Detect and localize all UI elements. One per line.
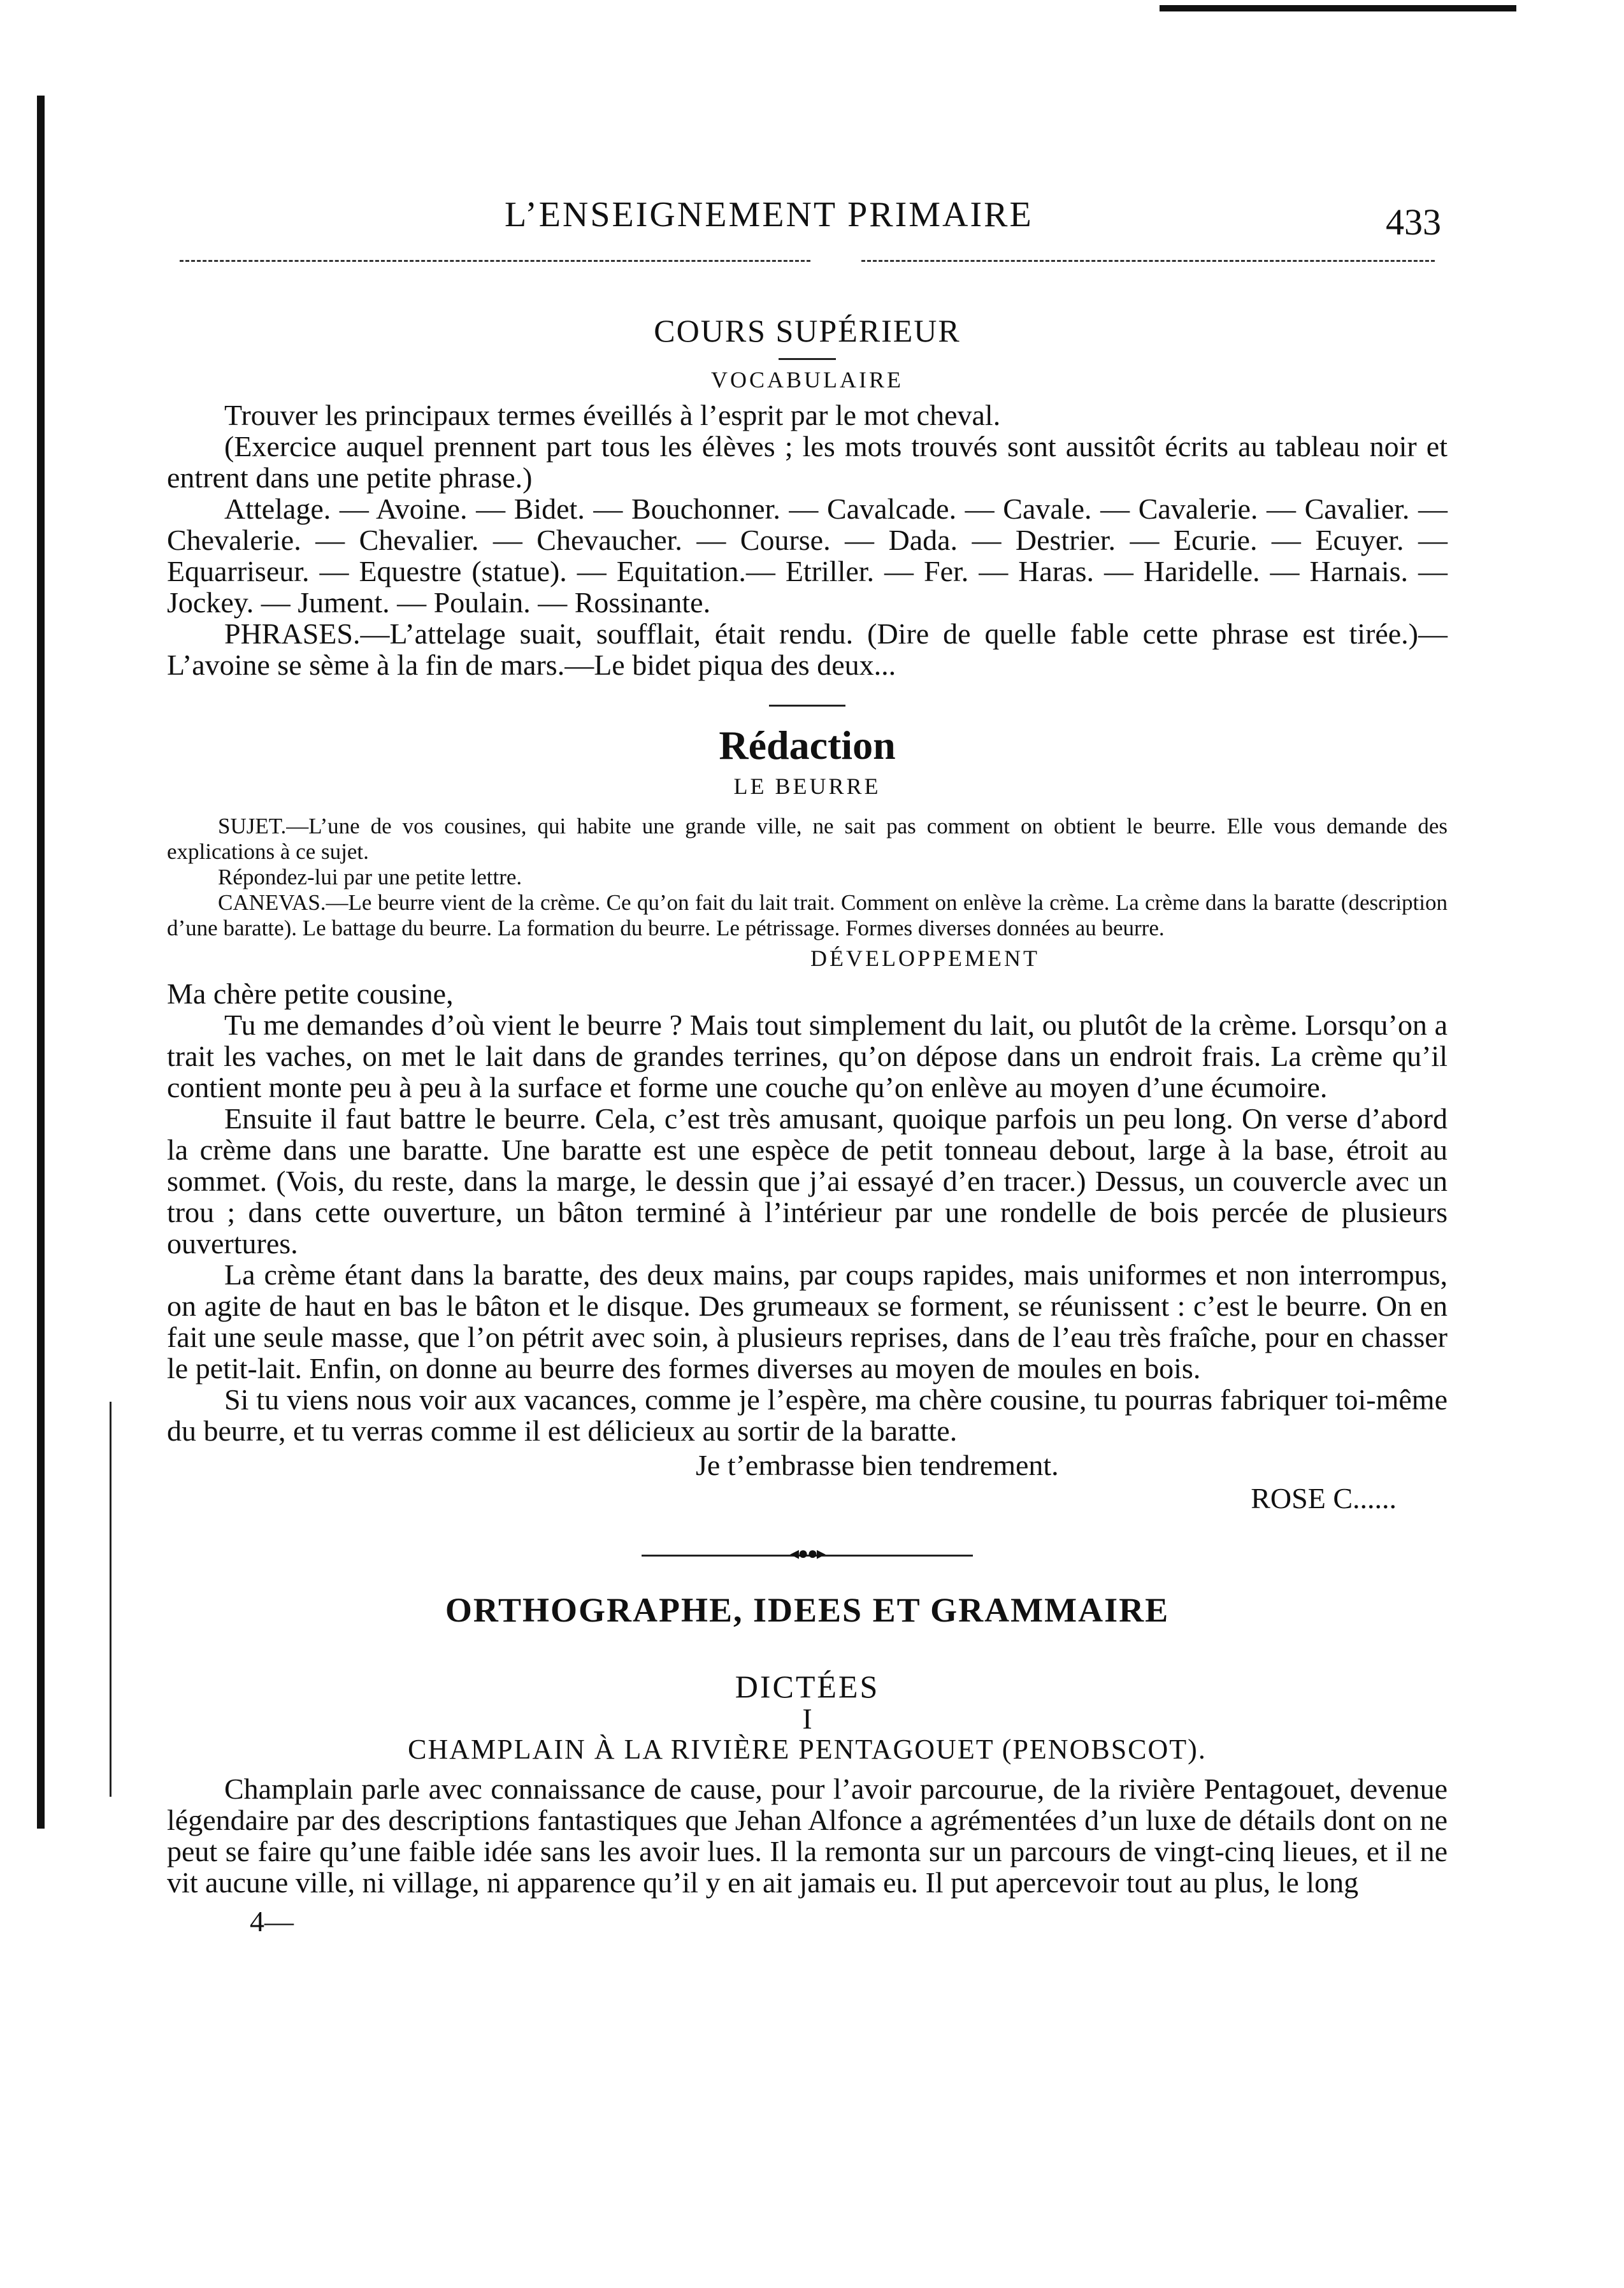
vocab-exercise-note: (Exercice auquel prennent part tous les élèves ; les mots trouvés sont aussitôt écrits au tableau noir et entrent dans une petite phrase.) <box>167 430 1448 494</box>
left-edge-rule <box>37 96 45 1829</box>
sujet-text: SUJET.—L’une de vos cousines, qui habite une grande ville, ne sait pas comment on obtient le beurre. Elle vous demande des explications à ce sujet. <box>167 814 1448 864</box>
top-edge-rule <box>1160 5 1516 11</box>
letter-paragraph: La crème étant dans la baratte, des deux mains, par coups rapides, mais uniformes et non interrompus, on agite de haut en bas le bâton et le disque. Des grumeaux se forment, se réunissent : c’est le beurre. On en fait une seule masse, que l’on pétrit avec soin, à plusieurs reprises, dans de l’eau très fraîche, pour en chasser le petit-lait. Enfin, on donne au beurre des formes diverses au moyen de moules en bois. <box>167 1258 1448 1385</box>
signature-mark: 4— <box>250 1905 294 1938</box>
section-divider <box>769 705 845 707</box>
ornament-glyphs: ◂●●▸ <box>790 1544 824 1564</box>
letter-paragraph: Si tu viens nous voir aux vacances, comme je l’espère, ma chère cousine, tu pourras fabriquer toi-même du beurre, et tu verras comme il est délicieux au sortir de la baratte. <box>167 1383 1448 1447</box>
running-title: L’ENSEIGNEMENT PRIMAIRE <box>505 195 1033 234</box>
letter-signoff: Je t’embrasse bien tendrement. <box>696 1449 1059 1481</box>
canevas-text: CANEVAS.—Le beurre vient de la crème. Ce qu’on fait du lait trait. Comment on enlève la crème. La crème dans la baratte (description d’une baratte). Le battage du beurre. La formation du beurre. Le pétrissage. Formes diverses données au beurre. <box>167 890 1448 940</box>
ornament-divider <box>642 1544 973 1564</box>
header-rule <box>861 260 1435 262</box>
letter-salutation: Ma chère petite cousine, <box>167 977 454 1010</box>
redaction-title: Rédaction <box>719 723 896 768</box>
letter-paragraph: Ensuite il faut battre le beurre. Cela, c’est très amusant, quoique parfois un peu long. On verse d’abord la crème dans une baratte. Une baratte est une espèce de petit tonneau debout, large à la base, étroit au sommet. (Vois, du reste, dans la marge, le dessin que j’ai essayé d’en tracer.) Dessus, un couvercle avec un trou ; dans cette ouverture, un bâton terminé à l’intérieur par une rondelle de bois percée de plusieurs ouvertures. <box>167 1102 1448 1260</box>
orthographe-title: ORTHOGRAPHE, IDEES ET GRAMMAIRE <box>445 1591 1170 1629</box>
page-number: 433 <box>1386 201 1441 243</box>
developpement-title: DÉVELOPPEMENT <box>810 946 1040 971</box>
letter-paragraph: Tu me demandes d’où vient le beurre ? Mais tout simplement du lait, ou plutôt de la crème. Lorsqu’on a trait les vaches, on met le lait dans de grandes terrines, qu’on dépose dans un endroit frais. La crème qu’il contient monte peu à peu à la surface et forme une couche qu’on enlève au moyen d’une écumoire. <box>167 1009 1448 1104</box>
short-divider <box>779 358 836 360</box>
cours-superieur-title: COURS SUPÉRIEUR <box>654 313 961 349</box>
header-rule <box>180 260 810 262</box>
dictee-number: I <box>802 1702 812 1735</box>
dictee-text: Champlain parle avec connaissance de cause, pour l’avoir parcourue, de la rivière Pentagouet, devenue légendaire par des descriptions fantastiques que Jehan Alfonce a agrémentées d’un luxe de détails dont on ne peut se faire qu’une faible idée sans les avoir lues. Il la remonta sur un parcours de vingt-cinq lieues, et il ne vit aucune ville, ni village, ni apparence qu’il y en ait jamais eu. Il put apercevoir tout au plus, le long <box>167 1773 1448 1899</box>
redaction-subtitle: LE BEURRE <box>733 773 881 799</box>
left-margin-line <box>110 1402 111 1797</box>
running-header <box>167 185 1448 248</box>
vocab-phrases: PHRASES.—L’attelage suait, soufflait, était rendu. (Dire de quelle fable cette phrase est tirée.)—L’avoine se sème à la fin de mars.—Le bidet piqua des deux... <box>167 617 1448 681</box>
vocab-word-list: Attelage. — Avoine. — Bidet. — Bouchonner. — Cavalcade. — Cavale. — Cavalerie. — Cavalier. — Chevalerie. — Chevalier. — Chevaucher. — Course. — Dada. — Destrier. — Ecurie. — Ecuyer. — Equarriseur. — Equestre (statue). — Equitation.— Etriller. — Fer. — Haras. — Haridelle. — Harnais. — Jockey. — Jument. — Poulain. — Rossinante. <box>167 493 1448 619</box>
dictee-title: CHAMPLAIN À LA RIVIÈRE PENTAGOUET (PENOBSCOT). <box>408 1734 1207 1765</box>
vocab-instruction: Trouver les principaux termes éveillés à l’esprit par le mot cheval. <box>224 399 1001 431</box>
dictees-title: DICTÉES <box>735 1669 880 1704</box>
letter-signature: ROSE C...... <box>1251 1482 1397 1515</box>
vocabulaire-title: VOCABULAIRE <box>711 367 903 392</box>
page-column <box>167 185 1448 1938</box>
sujet-instruction: Répondez-lui par une petite lettre. <box>218 865 522 889</box>
